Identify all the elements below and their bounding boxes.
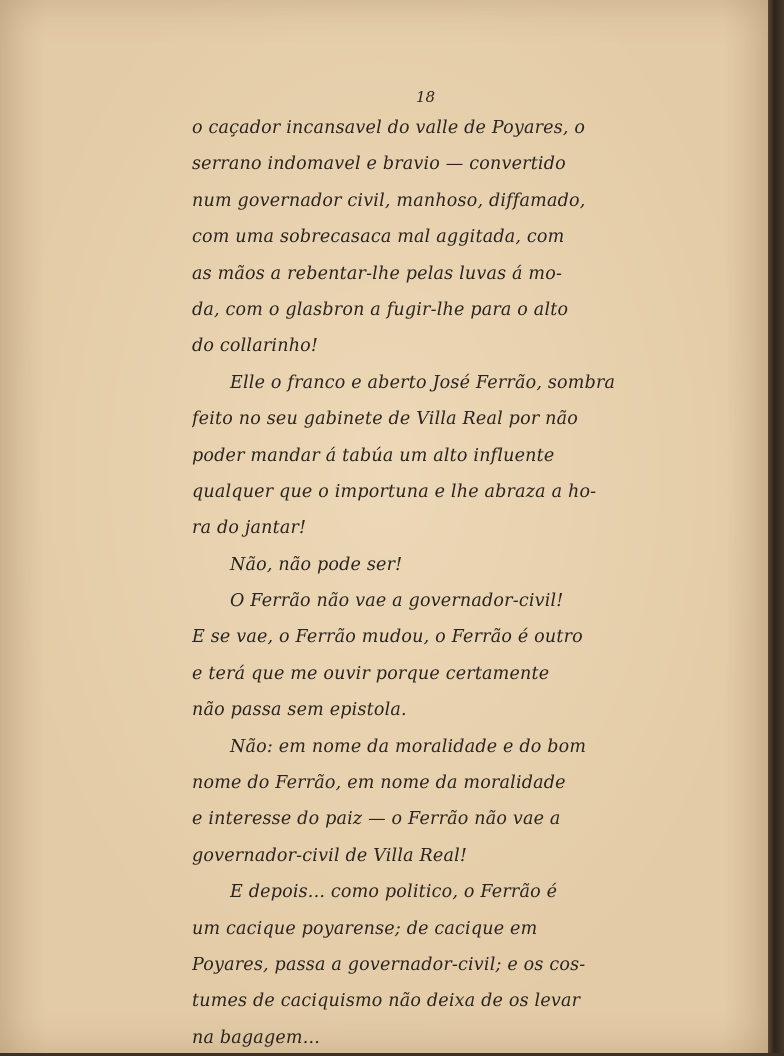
text-line: não passa sem epistola. [192,700,407,721]
page-number: 18 [416,88,436,106]
text-line: Não, não pode ser! [230,554,403,575]
handwritten-text-block [192,110,677,1056]
text-line: do collarinho! [192,336,319,357]
text-line: e interesse do paiz — o Ferrão não vae a [192,809,561,830]
text-line: ra do jantar! [192,518,307,539]
text-line: num governador civil, manhoso, diffamado, [192,190,586,211]
text-line: as mãos a rebentar-lhe pelas luvas á mo- [192,263,563,284]
text-line: da, com o glasbron a fugir-lhe para o alto [192,299,569,320]
text-line: na bagagem... [192,1027,320,1048]
text-line: poder mandar á tabúa um alto influente [192,445,555,466]
text-line: Não: em nome da moralidade e do bom [230,736,587,757]
text-line: Elle o franco e aberto José Ferrão, sombra [230,372,616,393]
text-line: governador-civil de Villa Real! [192,845,468,866]
text-line: nome do Ferrão, em nome da moralidade [192,773,566,794]
text-line: um cacique poyarense; de cacique em [192,918,538,939]
text-line: e terá que me ouvir porque certamente [192,663,550,684]
text-line: feito no seu gabinete de Villa Real por não [192,409,578,430]
text-line: O Ferrão não vae a governador-civil! [230,591,564,612]
text-line: E depois... como politico, o Ferrão é [230,882,558,903]
text-line: Poyares, passa a governador-civil; e os cos- [192,954,586,975]
text-line: tumes de caciquismo não deixa de os levar [192,991,581,1012]
text-line: E se vae, o Ferrão mudou, o Ferrão é outro [192,627,583,648]
book-edge [768,0,784,1053]
text-line: serrano indomavel e bravio — convertido [192,154,566,175]
text-line: com uma sobrecasaca mal aggitada, com [192,227,565,248]
text-line: o caçador incansavel do valle de Poyares, o [192,118,586,138]
text-line: qualquer que o importuna e lhe abraza a ho- [192,481,597,502]
